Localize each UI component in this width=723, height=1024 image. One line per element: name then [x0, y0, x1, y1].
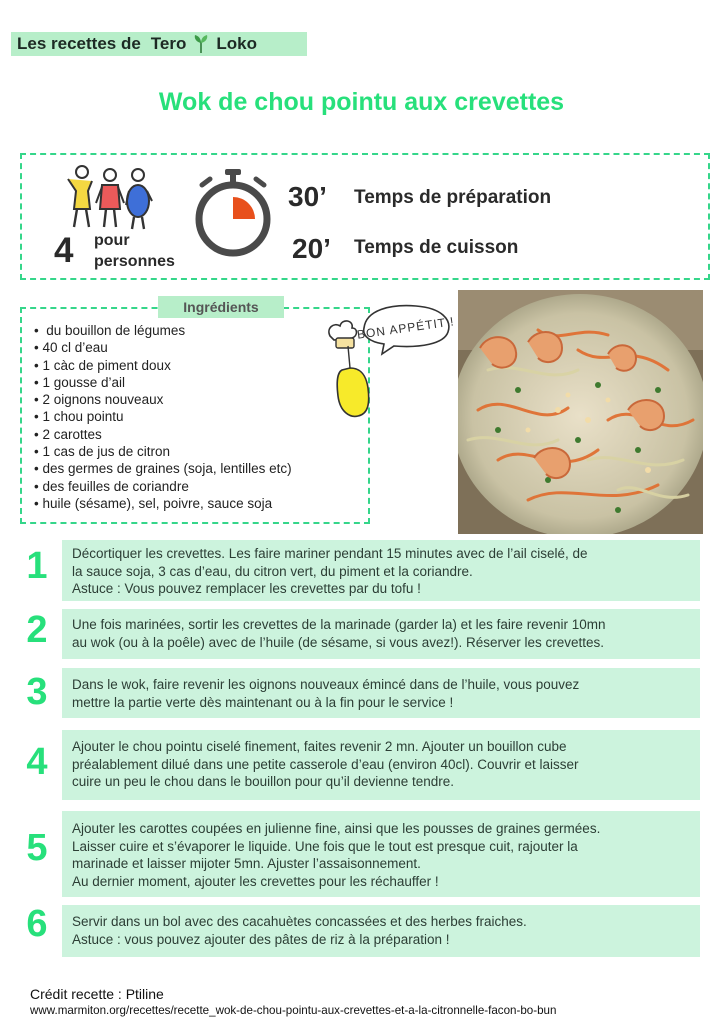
ingredient-item: • 1 chou pointu: [34, 408, 292, 425]
source-url: www.marmiton.org/recettes/recette_wok-de-chou-pointu-aux-crevettes-et-a-la-citronnelle-facon-bo-bun: [30, 1004, 557, 1017]
step-line: cuire un peu le chou dans le bouillon pour qu’il devienne tendre.: [72, 774, 455, 789]
recipe-info-box: [20, 153, 710, 280]
ingredients-list: [34, 322, 292, 512]
step-line: Laisser cuire et s’évaporer le liquide. Une fois que le tout est presque cuit, rajouter la: [72, 838, 578, 854]
ingredient-item: • des feuilles de coriandre: [34, 478, 292, 495]
step-number: 1: [26, 545, 48, 587]
step-box: [62, 811, 700, 897]
brand-banner: [11, 32, 307, 56]
step-line: la sauce soja, 3 cas d’eau, du citron vert, du piment et la coriandre.: [72, 563, 473, 579]
ingredient-item: • 2 carottes: [34, 426, 292, 443]
people-icon: [62, 163, 162, 233]
ingredient-item: • des germes de graines (soja, lentilles etc): [34, 460, 292, 477]
step-line: Ajouter les carottes coupées en julienne fine, ainsi que les pousses de graines germées.: [72, 821, 601, 836]
step-number: 6: [26, 903, 48, 945]
step-box: [62, 730, 700, 800]
step-line: Servir dans un bol avec des cacahuètes concassées et des herbes fraiches.: [72, 914, 527, 929]
step-line: marinade et laisser mijoter 5mn. Ajuster l’assaisonnement.: [72, 856, 421, 871]
brand-name-right: Loko: [216, 34, 257, 53]
ingredient-item: • 1 cas de jus de citron: [34, 443, 292, 460]
prep-time: 30’: [288, 181, 327, 212]
ingredient-item: • 1 càc de piment doux: [34, 357, 292, 374]
brand-name-left: Tero: [150, 34, 187, 53]
step-line: préalablement dilué dans une petite casserole d’eau (environ 40cl). Couvrir et laisser: [72, 756, 579, 772]
ingredient-item: • 40 cl d’eau: [34, 339, 292, 356]
ingredient-item: • 2 oignons nouveaux: [34, 391, 292, 408]
step-box: [62, 609, 700, 659]
ingredients-heading: Ingrédients: [158, 296, 284, 318]
cook-time: 20’: [292, 233, 331, 264]
leaf-icon: [190, 33, 212, 55]
step-line: Astuce : vous pouvez ajouter des pâtes de riz à la préparation !: [72, 931, 450, 947]
step-box: [62, 905, 700, 957]
prep-label: Temps de préparation: [354, 187, 552, 208]
ingredient-item: • huile (sésame), sel, poivre, sauce soja: [34, 495, 292, 512]
step-line: Une fois marinées, sortir les crevettes de la marinade (garder la) et les faire revenir 10mn: [72, 617, 606, 632]
step-line: au wok (ou à la poêle) avec de l’huile (de sésame, si vous avez!). Réserver les crevettes.: [72, 634, 604, 650]
cook-label: Temps de cuisson: [354, 237, 519, 258]
brand-lead: Les recettes de: [17, 34, 141, 53]
recipe-credit: Crédit recette : Ptiline: [30, 986, 164, 1002]
step-line: Astuce : Vous pouvez remplacer les crevettes par du tofu !: [72, 581, 421, 596]
step-line: mettre la partie verte dès maintenant ou à la fin pour le service !: [72, 694, 454, 710]
step-box: [62, 540, 700, 601]
step-number: 4: [26, 741, 48, 783]
timer-icon: [190, 167, 276, 259]
step-line: Ajouter le chou pointu ciselé finement, faites revenir 2 mn. Ajouter un bouillon cube: [72, 739, 567, 754]
step-number: 5: [26, 827, 48, 869]
step-box: [62, 668, 700, 718]
step-number: 3: [26, 671, 48, 713]
ingredient-item: • du bouillon de légumes: [34, 322, 292, 339]
servings-label: [94, 230, 175, 272]
step-line: Décortiquer les crevettes. Les faire mariner pendant 15 minutes avec de l’ail ciselé, de: [72, 546, 588, 561]
bon-appetit-illustration: [320, 300, 456, 426]
page-title: Wok de chou pointu aux crevettes: [158, 88, 565, 116]
dish-photo: [458, 290, 703, 534]
bubble-text: BON APPÉTIT !: [356, 314, 456, 342]
servings-word-1: pour: [94, 232, 130, 249]
step-line: Au dernier moment, ajouter les crevettes pour les réchauffer !: [72, 873, 439, 889]
step-number: 2: [26, 609, 48, 651]
ingredient-item: • 1 gousse d’ail: [34, 374, 292, 391]
servings-number: 4: [54, 231, 74, 270]
servings-word-2: personnes: [94, 253, 175, 270]
step-line: Dans le wok, faire revenir les oignons nouveaux émincé dans de l’huile, vous pouvez: [72, 677, 580, 692]
